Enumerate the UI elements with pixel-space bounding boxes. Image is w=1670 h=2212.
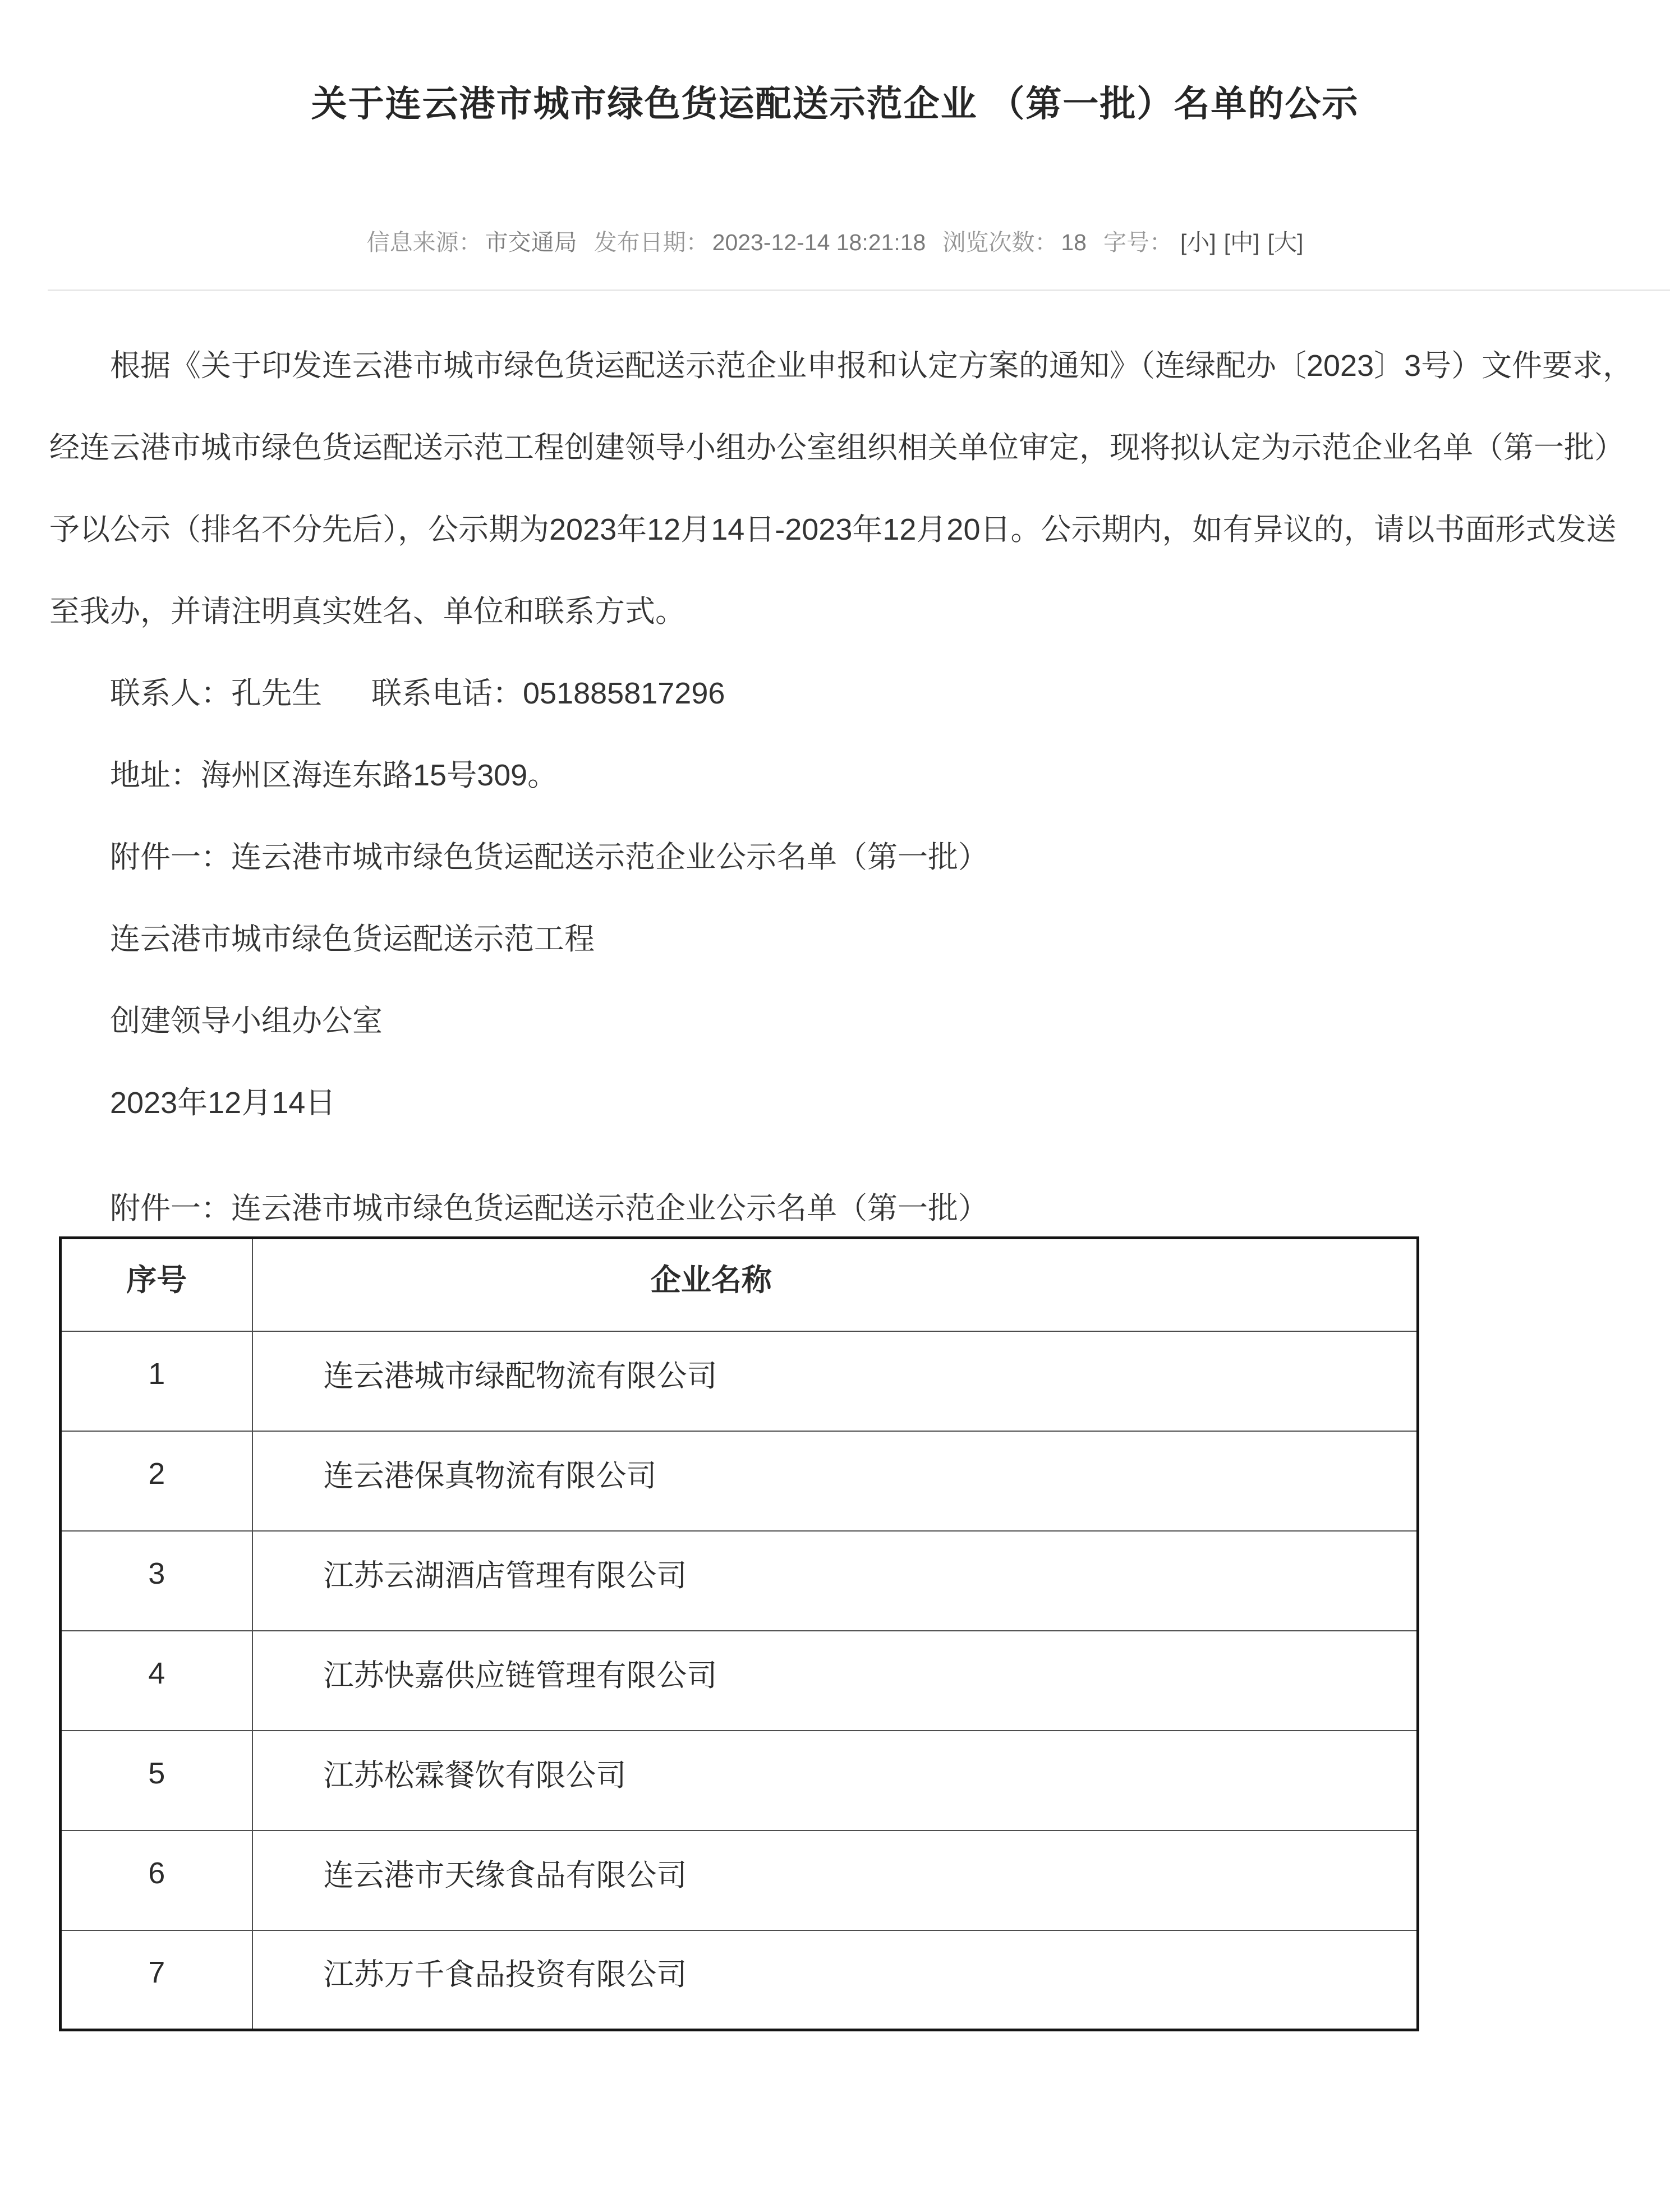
row-index-cell: 5 xyxy=(61,1731,252,1831)
page-title: 关于连云港市城市绿色货运配送示范企业 （第一批）名单的公示 xyxy=(311,84,1359,124)
row-index-cell: 6 xyxy=(61,1831,252,1930)
fontsize-large-button[interactable]: [大] xyxy=(1267,229,1304,255)
fontsize-small-button[interactable]: [小] xyxy=(1180,229,1216,255)
signature-date-line: 2023年12月14日 xyxy=(110,1086,336,1120)
table-row xyxy=(61,1331,1418,1431)
company-table xyxy=(59,1236,1419,2031)
intro-line-4: 至我办，并请注明真实姓名、单位和联系方式。 xyxy=(49,595,686,628)
company-name-cell: 江苏松霖餐饮有限公司 xyxy=(252,1731,1418,1831)
table-row xyxy=(61,1631,1418,1731)
meta-view-count xyxy=(942,228,1087,256)
meta-date-value: 2023-12-14 18:21:18 xyxy=(712,229,926,255)
company-name-cell: 连云港保真物流有限公司 xyxy=(252,1431,1418,1531)
meta-source-value: 市交通局 xyxy=(485,229,577,255)
table-row xyxy=(61,1431,1418,1531)
intro-line-3: 予以公示（排名不分先后），公示期为2023年12月14日-2023年12月20日。公示期内，如有异议的，请以书面形式发送 xyxy=(49,513,1617,546)
meta-source-label: 信息来源： xyxy=(366,229,482,255)
meta-fontsize-label: 字号： xyxy=(1103,229,1172,255)
contact-phone: 联系电话：051885817296 xyxy=(371,677,725,710)
company-name-cell: 连云港市天缘食品有限公司 xyxy=(252,1831,1418,1930)
company-name-cell: 江苏云湖酒店管理有限公司 xyxy=(252,1531,1418,1631)
intro-line-2: 经连云港市城市绿色货运配送示范工程创建领导小组办公室组织相关单位审定，现将拟认定为示范企业名单（第一批） xyxy=(49,431,1625,465)
org-line-2: 创建领导小组办公室 xyxy=(110,1004,383,1038)
company-name-cell: 江苏快嘉供应链管理有限公司 xyxy=(252,1631,1418,1731)
meta-source xyxy=(367,228,577,256)
table-row xyxy=(61,1831,1418,1930)
meta-fontsize-control xyxy=(1103,228,1303,256)
table-header-row xyxy=(61,1238,1418,1331)
column-header-company-name: 企业名称 xyxy=(252,1238,1418,1331)
address-line: 地址：海州区海连东路15号309。 xyxy=(110,758,558,792)
table-row xyxy=(61,1930,1418,2030)
attachment-table-heading: 附件一：连云港市城市绿色货运配送示范企业公示名单（第一批） xyxy=(110,1192,988,1225)
row-index-cell: 3 xyxy=(61,1531,252,1631)
row-index-cell: 1 xyxy=(61,1331,252,1431)
meta-views-value: 18 xyxy=(1061,229,1087,255)
company-name-cell: 江苏万千食品投资有限公司 xyxy=(252,1930,1418,2030)
meta-date-label: 发布日期： xyxy=(594,229,709,255)
attachment-note-line: 附件一：连云港市城市绿色货运配送示范企业公示名单（第一批） xyxy=(110,840,988,874)
row-index-cell: 7 xyxy=(61,1930,252,2030)
row-index-cell: 4 xyxy=(61,1631,252,1731)
company-name-cell: 连云港城市绿配物流有限公司 xyxy=(252,1331,1418,1431)
row-index-cell: 2 xyxy=(61,1431,252,1531)
contact-line xyxy=(49,652,1644,734)
column-header-index: 序号 xyxy=(61,1238,252,1331)
table-row xyxy=(61,1531,1418,1631)
table-row xyxy=(61,1731,1418,1831)
org-line-1: 连云港市城市绿色货运配送示范工程 xyxy=(110,922,595,956)
meta-bar xyxy=(0,228,1670,256)
meta-views-label: 浏览次数： xyxy=(942,229,1058,255)
meta-publish-date xyxy=(594,228,926,256)
article-body xyxy=(0,291,1670,2031)
contact-person: 联系人：孔先生 xyxy=(110,677,322,710)
intro-line-1: 根据《关于印发连云港市城市绿色货运配送示范企业申报和认定方案的通知》（连绿配办〔2023〕3号）文件要求， xyxy=(110,349,1634,383)
fontsize-medium-button[interactable]: [中] xyxy=(1223,229,1260,255)
